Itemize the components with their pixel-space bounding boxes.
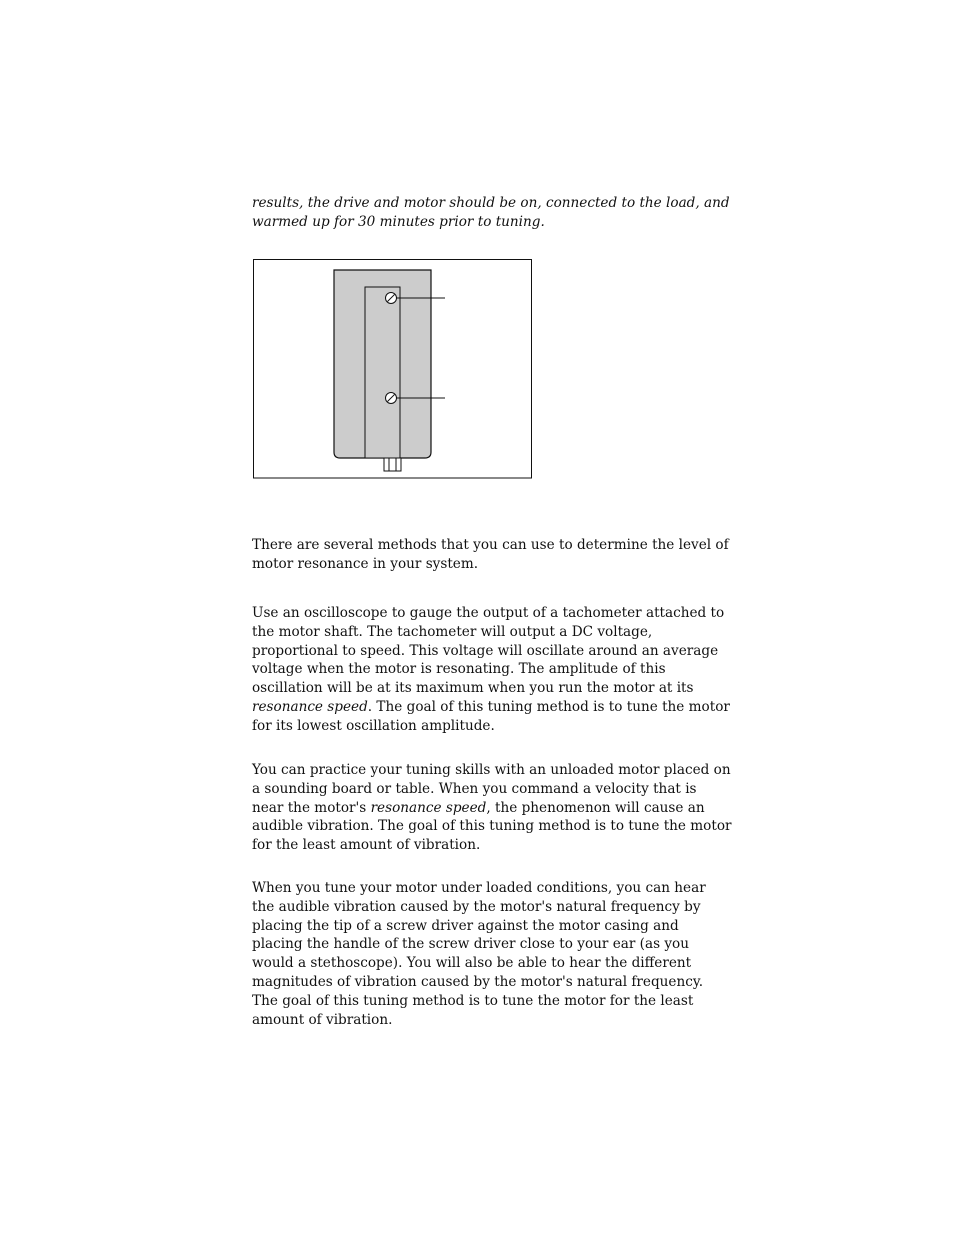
paragraph-text: . The goal of this tuning method is to tune the motor for its lowest oscillation amplitude. [252, 698, 730, 734]
drive-illustration [253, 259, 532, 479]
emphasis-term: resonance speed [252, 698, 368, 715]
front-panel [365, 287, 400, 458]
paragraph-text: You can practice your tuning skills with an unloaded motor placed on a sounding board or table. When you command a velocity that is near the motor's [252, 762, 731, 816]
intro-note: results, the drive and motor should be on, connected to the load, and warmed up for 30 minutes prior to tuning. [252, 195, 730, 230]
paragraph-text: Use an oscilloscope to gauge the output of a tachometer attached to the motor shaft. The tachometer will output a DC voltage, proportional to speed. This voltage will oscillate around an average voltage when the motor is resonating. The amplitude of this oscillation will be at its maximum when you run the motor at its [252, 605, 725, 697]
paragraph-unloaded-motor [252, 761, 732, 855]
paragraph-text: , the phenomenon will cause an audible vibration. The goal of this tuning method is to tune the motor for the least amount of vibration. [252, 799, 732, 854]
upper-screw-icon [386, 293, 397, 304]
emphasis-term: resonance speed [370, 799, 487, 816]
paragraph-oscilloscope [252, 604, 732, 736]
lower-screw-icon [386, 393, 397, 404]
drive-figure [253, 259, 532, 479]
paragraph-loaded-conditions: When you tune your motor under loaded conditions, you can hear the audible vibration caused by the motor's natural frequency by placing the tip of a screw driver against the motor casing and placing the handle of the screw driver close to your ear (as you would a stethoscope). You will also be able to hear the different magnitudes of vibration caused by the motor's natural frequency. The goal of this tuning method is to tune the motor for the least amount of vibration. [252, 880, 706, 1028]
paragraph-methods: There are several methods that you can use to determine the level of motor resonance in your system. [252, 537, 729, 572]
connector-icon [384, 458, 401, 471]
